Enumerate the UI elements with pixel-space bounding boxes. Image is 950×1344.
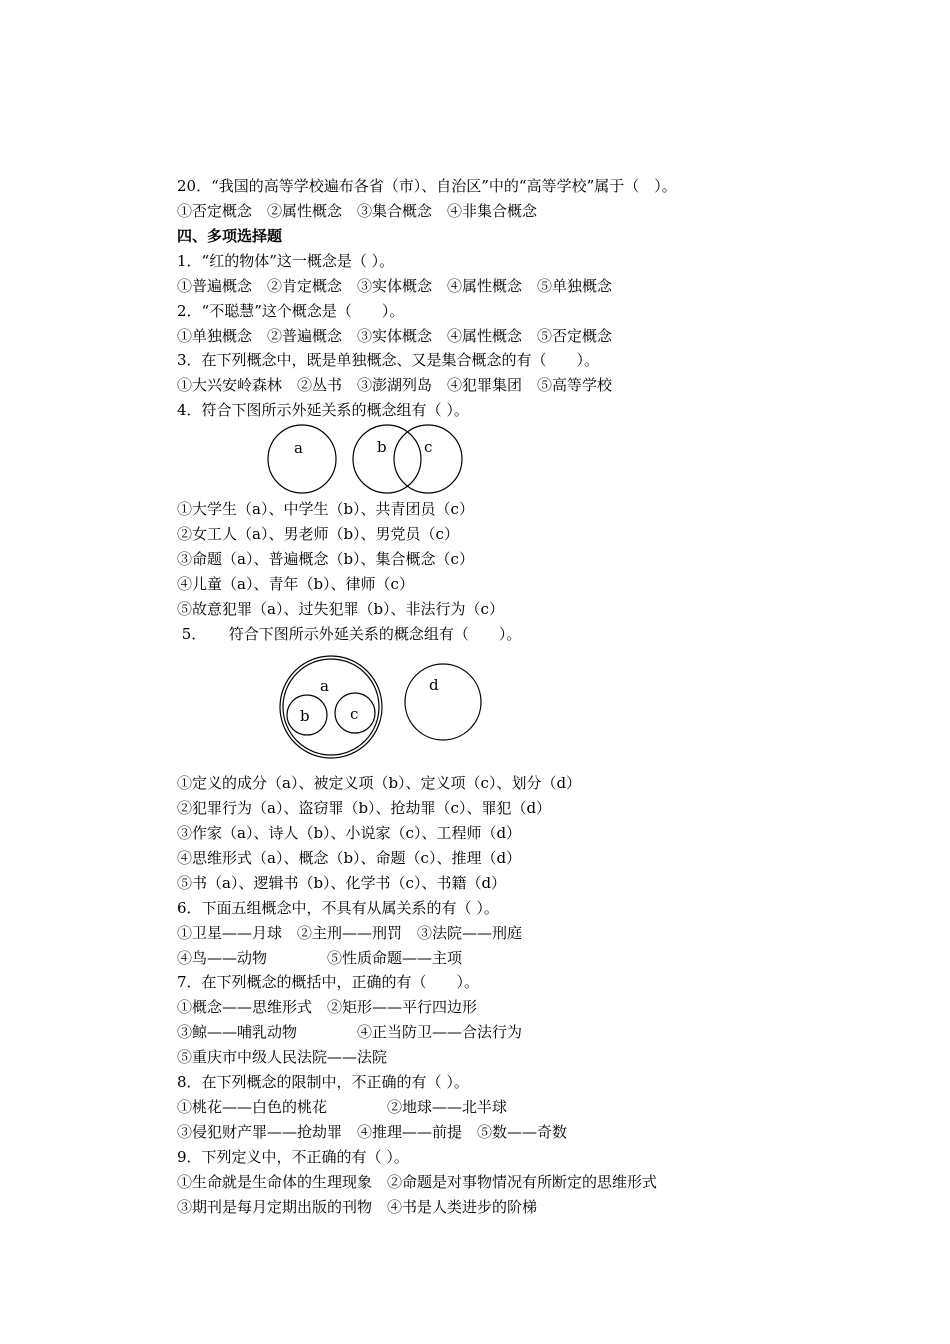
question-4-option-2: ②女工人（a）、男老师（b）、男党员（c）	[177, 525, 459, 543]
question-9-options-2: ③期刊是每月定期出版的刊物 ④书是人类进步的阶梯	[177, 1198, 538, 1216]
question-2: 2．“不聪慧”这个概念是（ ）。	[177, 302, 405, 320]
circle-b	[353, 425, 421, 493]
question-6-options-1: ①卫星——月球 ②主刑——刑罚 ③法院——刑庭	[177, 924, 523, 942]
question-6-options-2: ④鸟——动物 ⑤性质命题——主项	[177, 949, 463, 967]
question-5-option-4: ④思维形式（a）、概念（b）、命题（c）、推理（d）	[177, 849, 522, 867]
question-6: 6．下面五组概念中，不具有从属关系的有（ ）。	[177, 899, 499, 917]
label-c: c	[424, 438, 433, 456]
circle-a-inner	[283, 659, 379, 755]
question-7-options-2: ③鲸——哺乳动物 ④正当防卫——合法行为	[177, 1023, 523, 1041]
label-a: a	[320, 677, 329, 695]
question-7: 7．在下列概念的概括中，正确的有（ ）。	[177, 973, 480, 991]
question-8-options-2: ③侵犯财产罪——抢劫罪 ④推理——前提 ⑤数——奇数	[177, 1123, 568, 1141]
question-8-options-1: ①桃花——白色的桃花 ②地球——北半球	[177, 1098, 508, 1116]
section-heading: 四、多项选择题	[177, 227, 283, 245]
label-a: a	[294, 439, 303, 457]
question-9-options-1: ①生命就是生命体的生理现象 ②命题是对事物情况有所断定的思维形式	[177, 1173, 658, 1191]
question-5-option-2: ②犯罪行为（a）、盗窃罪（b）、抢劫罪（c）、罪犯（d）	[177, 799, 552, 817]
question-9: 9．下列定义中，不正确的有（ ）。	[177, 1148, 409, 1166]
question-1-options: ①普遍概念 ②肯定概念 ③实体概念 ④属性概念 ⑤单独概念	[177, 277, 613, 295]
question-4-option-1: ①大学生（a）、中学生（b）、共青团员（c）	[177, 500, 474, 518]
question-4-option-4: ④儿童（a）、青年（b）、律师（c）	[177, 575, 414, 593]
label-d: d	[429, 676, 439, 694]
question-3-options: ①大兴安岭森林 ②丛书 ③澎湖列岛 ④犯罪集团 ⑤高等学校	[177, 376, 613, 394]
question-5-option-5: ⑤书（a）、逻辑书（b）、化学书（c）、书籍（d）	[177, 874, 507, 892]
label-b: b	[377, 438, 387, 456]
label-c: c	[350, 705, 359, 723]
question-5-option-1: ①定义的成分（a）、被定义项（b）、定义项（c）、划分（d）	[177, 774, 582, 792]
venn-diagram-1	[262, 418, 472, 500]
label-b: b	[300, 707, 310, 725]
question-5-option-3: ③作家（a）、诗人（b）、小说家（c）、工程师（d）	[177, 824, 522, 842]
circle-d	[405, 664, 481, 740]
circle-a	[268, 425, 336, 493]
question-7-options-3: ⑤重庆市中级人民法院——法院	[177, 1048, 388, 1066]
question-20: 20．“我国的高等学校遍布各省（市）、自治区”中的“高等学校”属于（ ）。	[177, 177, 677, 195]
question-3: 3．在下列概念中，既是单独概念、又是集合概念的有（ ）。	[177, 351, 600, 369]
question-4-option-3: ③命题（a）、普遍概念（b）、集合概念（c）	[177, 550, 474, 568]
question-7-options-1: ①概念——思维形式 ②矩形——平行四边形	[177, 998, 478, 1016]
question-8: 8．在下列概念的限制中，不正确的有（ ）。	[177, 1073, 469, 1091]
question-4: 4．符合下图所示外延关系的概念组有（ ）。	[177, 401, 469, 419]
question-5: 5． 符合下图所示外延关系的概念组有（ ）。	[177, 625, 522, 643]
question-1: 1．“红的物体”这一概念是（ ）。	[177, 252, 395, 270]
question-20-options: ①否定概念 ②属性概念 ③集合概念 ④非集合概念	[177, 202, 538, 220]
question-4-option-5: ⑤故意犯罪（a）、过失犯罪（b）、非法行为（c）	[177, 600, 504, 618]
circle-c	[394, 425, 462, 493]
circle-a-outer	[280, 656, 382, 758]
venn-diagram-2	[272, 652, 492, 760]
question-2-options: ①单独概念 ②普遍概念 ③实体概念 ④属性概念 ⑤否定概念	[177, 327, 613, 345]
